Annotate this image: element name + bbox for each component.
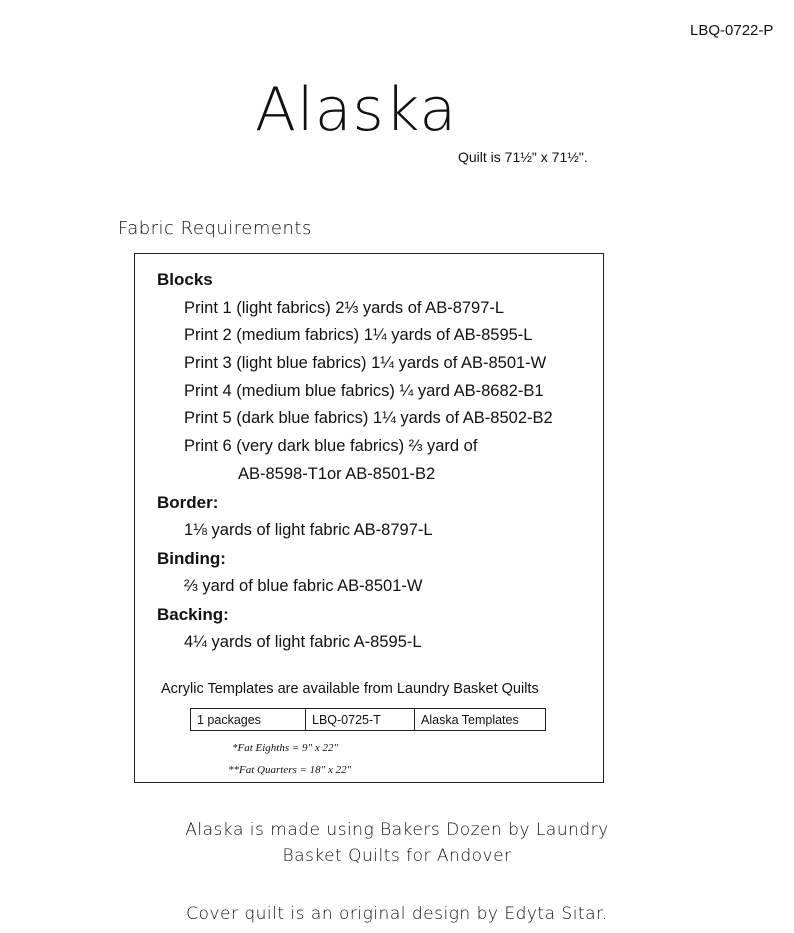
made-using-line: Basket Quilts for Andover (282, 846, 512, 866)
block-line: AB-8598-T1or AB-8501-B2 (238, 465, 436, 483)
block-line: Print 5 (dark blue fabrics) 1¼ yards of AB-8502-B2 (184, 409, 553, 427)
backing-heading: Backing: (157, 605, 229, 624)
footnote: *Fat Eighths = 9" x 22" (232, 742, 339, 754)
block-line: Print 4 (medium blue fabrics) ¼ yard AB-8682-B1 (184, 382, 544, 400)
binding-heading: Binding: (157, 549, 226, 568)
made-using-line: Alaska is made using Bakers Dozen by Laundry (185, 820, 609, 840)
quilt-size: Quilt is 71½" x 71½". (458, 149, 588, 165)
block-line: Print 6 (very dark blue fabrics) ⅔ yard of (184, 437, 478, 455)
backing-line: 4¼ yards of light fabric A-8595-L (184, 633, 422, 651)
pattern-code: LBQ-0722-P (690, 22, 774, 39)
fabric-requirements-heading: Fabric Requirements (118, 218, 312, 239)
block-line: Print 2 (medium fabrics) 1¼ yards of AB-8595-L (184, 326, 533, 344)
table-row (191, 709, 546, 731)
templates-table (190, 708, 546, 731)
block-line: Print 3 (light blue fabrics) 1¼ yards of AB-8501-W (184, 354, 547, 372)
templates-note: Acrylic Templates are available from Laundry Basket Quilts (161, 681, 539, 697)
border-heading: Border: (157, 493, 219, 512)
table-cell: 1 packages (191, 709, 306, 731)
table-cell: Alaska Templates (415, 709, 546, 731)
border-line: 1⅛ yards of light fabric AB-8797-L (184, 521, 433, 539)
binding-line: ⅔ yard of blue fabric AB-8501-W (184, 577, 423, 595)
block-line: Print 1 (light fabrics) 2⅓ yards of AB-8797-L (184, 299, 505, 317)
designer-credit: Cover quilt is an original design by Edyta Sitar. (186, 904, 608, 924)
blocks-heading: Blocks (157, 270, 213, 289)
page-title: Alaska (255, 75, 458, 145)
footnote: **Fat Quarters = 18" x 22" (228, 764, 352, 776)
table-cell: LBQ-0725-T (306, 709, 415, 731)
